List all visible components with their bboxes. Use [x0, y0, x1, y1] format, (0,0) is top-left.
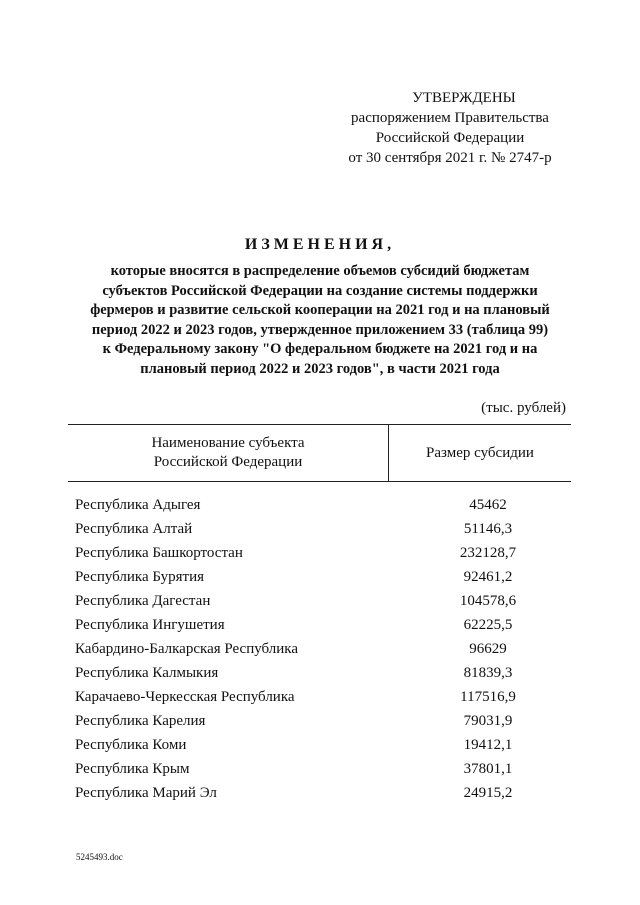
table-row	[75, 613, 571, 637]
row-name: Карачаево-Черкесская Республика	[75, 689, 295, 705]
row-value: 37801,1	[463, 761, 513, 777]
table-header	[68, 424, 571, 482]
header-subject-name	[68, 425, 389, 481]
row-name: Республика Марий Эл	[75, 785, 217, 801]
row-value: 96629	[469, 641, 507, 657]
approval-line-3: от 30 сентября 2021 г. № 2747-р	[348, 150, 552, 166]
table-row	[75, 709, 571, 733]
table-row	[75, 757, 571, 781]
row-name: Республика Крым	[75, 761, 190, 777]
units-label: (тыс. рублей)	[481, 400, 566, 416]
table-row	[75, 733, 571, 757]
row-name: Республика Карелия	[75, 713, 206, 729]
row-name: Республика Ингушетия	[75, 617, 225, 633]
table-row	[75, 661, 571, 685]
row-value: 104578,6	[459, 593, 517, 609]
row-name: Республика Алтай	[75, 521, 193, 537]
table-row	[75, 637, 571, 661]
row-name: Республика Бурятия	[75, 569, 205, 585]
row-value: 24915,2	[463, 785, 513, 801]
subtitle-line: плановый период 2022 и 2023 годов", в части 2021 года	[140, 360, 500, 377]
table-row	[75, 493, 571, 517]
header-subsidy-amount: Размер субсидии	[426, 444, 534, 461]
subtitle-line: субъектов Российской Федерации на создание системы поддержки	[102, 282, 538, 299]
row-name: Республика Коми	[75, 737, 187, 753]
row-value: 45462	[469, 497, 507, 513]
row-name: Республика Башкортостан	[75, 545, 243, 561]
approval-block	[330, 88, 570, 168]
row-value: 19412,1	[463, 737, 513, 753]
approval-line-2: Российской Федерации	[375, 130, 525, 146]
table-row	[75, 517, 571, 541]
row-name: Республика Адыгея	[75, 497, 201, 513]
approval-heading: УТВЕРЖДЕНЫ	[412, 90, 516, 106]
row-value: 51146,3	[463, 521, 513, 537]
row-value: 92461,2	[463, 569, 513, 585]
document-title: ИЗМЕНЕНИЯ,	[244, 236, 396, 253]
subtitle-line: к Федеральному закону "О федеральном бюджете на 2021 год и на	[102, 341, 538, 357]
row-value: 81839,3	[463, 665, 513, 681]
table-row	[75, 685, 571, 709]
table-row	[75, 541, 571, 565]
header-subject-line-1: Наименование субъекта	[151, 435, 305, 451]
row-name: Республика Калмыкия	[75, 665, 219, 681]
table-row	[75, 781, 571, 805]
row-value: 62225,5	[463, 617, 513, 633]
approval-line-1: распоряжением Правительства	[351, 110, 549, 126]
row-name: Кабардино-Балкарская Республика	[75, 641, 299, 657]
row-value: 79031,9	[463, 713, 513, 729]
subtitle-line: период 2022 и 2023 годов, утвержденное приложением 33 (таблица 99)	[91, 321, 549, 338]
table-row	[75, 589, 571, 613]
header-subject-line-2: Российской Федерации	[153, 454, 303, 470]
row-value: 232128,7	[459, 545, 517, 561]
document-subtitle	[60, 262, 580, 379]
subtitle-line: фермеров и развитие сельской кооперации на 2021 год и на плановый	[90, 302, 550, 318]
table-body	[75, 493, 571, 805]
table-row	[75, 565, 571, 589]
row-value: 117516,9	[460, 689, 516, 705]
subtitle-line: которые вносятся в распределение объемов субсидий бюджетам	[110, 263, 530, 279]
footer-filename: 5245493.doc	[76, 852, 123, 862]
row-name: Республика Дагестан	[75, 593, 211, 609]
